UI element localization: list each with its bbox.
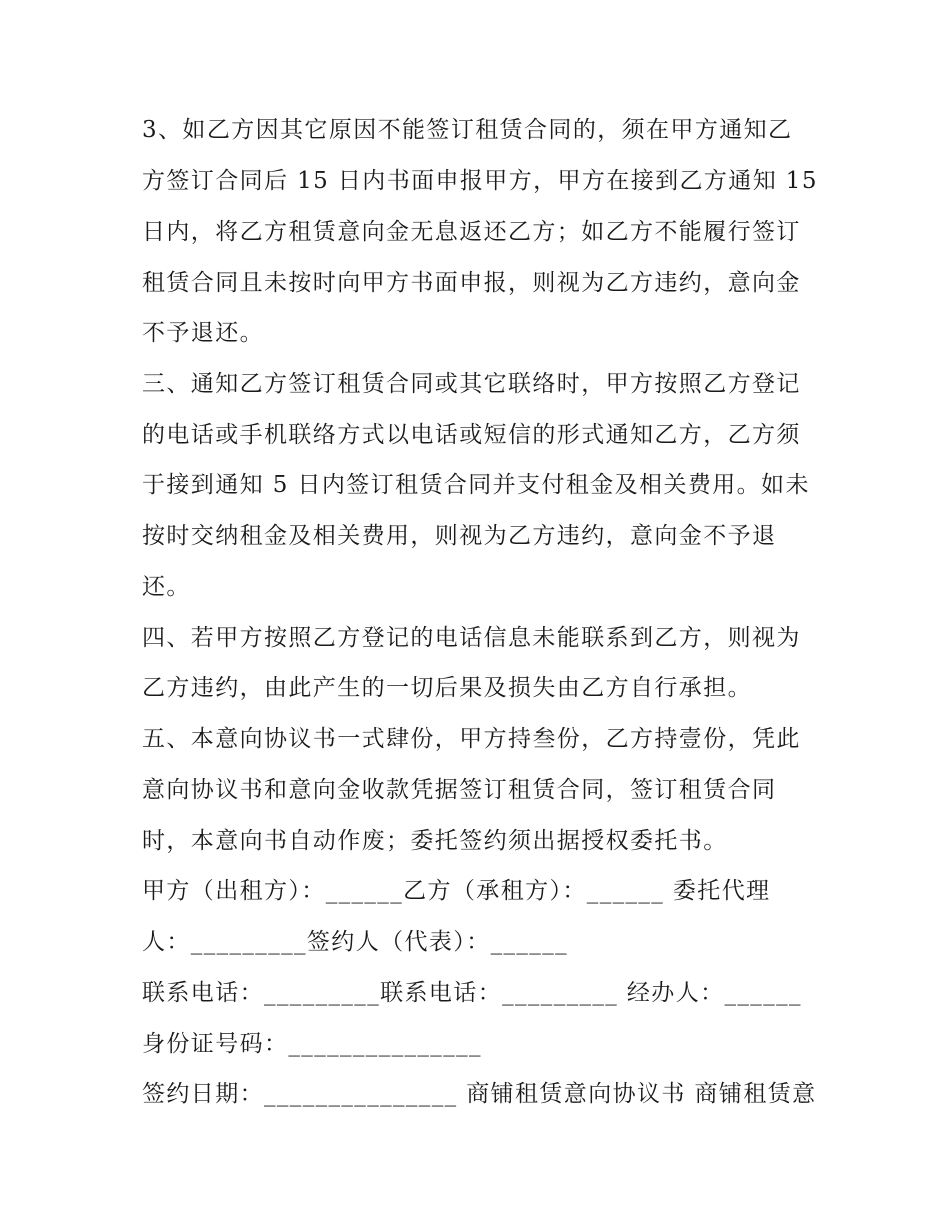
- text-line: 身份证号码：_______________: [142, 1031, 482, 1057]
- text-line: 的电话或手机联络方式以电话或短信的形式通知乙方，乙方须: [142, 422, 801, 448]
- text-line: 人：_________签约人（代表）：______: [142, 929, 568, 955]
- text-line: 乙方违约，由此产生的一切后果及损失由乙方自行承担。: [142, 675, 752, 701]
- text-line: 时，本意向书自动作废；委托签约须出据授权委托书。: [142, 828, 728, 854]
- text-line: 日内，将乙方租赁意向金无息返还乙方；如乙方不能履行签订: [142, 219, 801, 245]
- text-line: 意向协议书和意向金收款凭据签订租赁合同，签订租赁合同: [142, 777, 777, 803]
- text-line: 于接到通知 5 日内签订租赁合同并支付租金及相关费用。如未: [142, 472, 810, 498]
- text-line: 五、本意向协议书一式肆份，甲方持叁份，乙方持壹份，凭此: [142, 726, 801, 752]
- text-line: 三、通知乙方签订租赁合同或其它联络时，甲方按照乙方登记: [142, 371, 801, 397]
- text-line: 按时交纳租金及相关费用，则视为乙方违约，意向金不予退: [142, 523, 777, 549]
- text-line: 甲方（出租方）：______乙方（承租方）：______ 委托代理: [142, 878, 771, 904]
- text-line: 签约日期：_______________ 商铺租赁意向协议书 商铺租赁意: [142, 1081, 817, 1107]
- text-line: 还。: [142, 574, 191, 600]
- text-line: 3、如乙方因其它原因不能签订租赁合同的，须在甲方通知乙: [142, 117, 793, 143]
- text-line: 租赁合同且未按时向甲方书面申报，则视为乙方违约，意向金: [142, 270, 801, 296]
- text-line: 不予退还。: [142, 320, 264, 346]
- text-line: 四、若甲方按照乙方登记的电话信息未能联系到乙方，则视为: [142, 625, 801, 651]
- text-line: 联系电话：_________联系电话：_________ 经办人：______: [142, 980, 802, 1006]
- text-line: 方签订合同后 15 日内书面申报甲方，甲方在接到乙方通知 15: [142, 168, 818, 194]
